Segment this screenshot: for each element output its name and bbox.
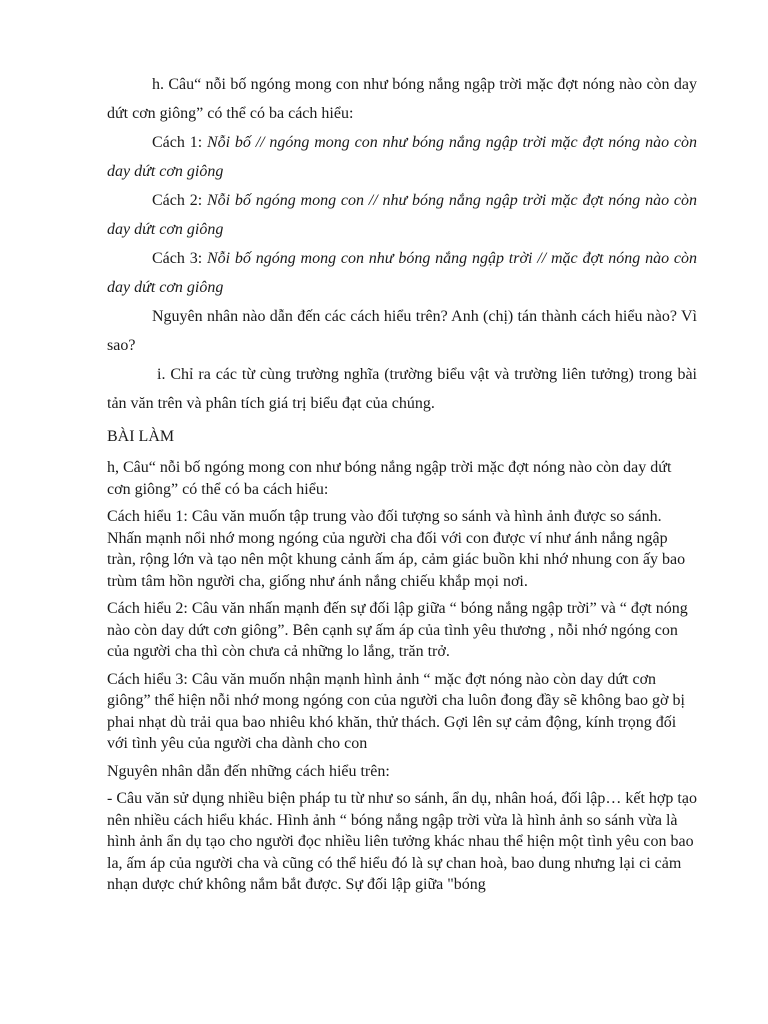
answer-cach-hieu-3: Cách hiểu 3: Câu văn muốn nhận mạnh hình ảnh “ mặc đợt nóng nào còn day dứt cơn giông” thể hiện nỗi nhớ mong ngóng con của người cha luôn đong đầy sẽ không bao gờ bị phai nhạt dù trải qua bao nhiêu khó khăn, thử thách. Gợi lên sự cảm động, kính trọng đối với tình yêu của người cha dành cho con <box>107 670 685 752</box>
question-cach-1 <box>107 128 697 186</box>
question-i <box>107 360 697 418</box>
document-page <box>107 70 697 902</box>
question-cach-2 <box>107 186 697 244</box>
cach-3-text: Nỗi bố ngóng mong con như bóng nắng ngập trời // mặc đợt nóng nào còn day dứt cơn giông <box>107 250 697 296</box>
answer-nguyen-nhan-detail: - Câu văn sử dụng nhiều biện pháp tu từ như so sánh, ẩn dụ, nhân hoá, đối lập… kết hợp tạo nên nhiều cách hiểu khác. Hình ảnh “ bóng nắng ngập trời vừa là hình ảnh so sánh vừa là hình ảnh ẩn dụ tạo cho người đọc nhiều liên tưởng khác nhau thể hiện một tình yêu con bao la, ấm áp của người cha và cũng có thể hiểu đó là sự chan hoà, bao dung nhưng lại ci cảm nhạn dược chứ không nắm bắt được. Sự đối lập giữa "bóng <box>107 790 697 893</box>
answer-heading: BÀI LÀM <box>107 428 175 445</box>
question-h-quote: “ nỗi bố ngóng mong con như bóng nắng ngập trời mặc đợt nóng nào còn day dứt cơn giông” <box>107 76 697 122</box>
cach-2-text: Nỗi bố ngóng mong con // như bóng nắng ngập trời mặc đợt nóng nào còn day dứt cơn giông <box>107 192 697 238</box>
question-cach-3 <box>107 244 697 302</box>
question-h-prefix: h. Câu <box>152 76 195 93</box>
answer-nguyen-nhan-heading: Nguyên nhân dẫn đến những cách hiểu trên: <box>107 762 390 780</box>
cach-1-text: Nỗi bố // ngóng mong con như bóng nắng ngập trời mặc đợt nóng nào còn day dứt cơn giông <box>107 134 697 180</box>
question-i-text: i. Chỉ ra các từ cùng trường nghĩa (trường biểu vật và trường liên tưởng) trong bài tản văn trên và phân tích giá trị biểu đạt của chúng. <box>107 366 697 412</box>
cach-1-label: Cách 1: <box>152 134 207 151</box>
answer-cach-hieu-2: Cách hiểu 2: Câu văn nhấn mạnh đến sự đối lập giữa “ bóng nắng ngập trời” và “ đợt nóng nào còn day dứt cơn giông”. Bên cạnh sự ấm áp của tình yêu thương , nỗi nhớ ngóng con của người cha thì còn chưa cả những lo lắng, trăn trở. <box>107 600 688 660</box>
answer-h: h, Câu“ nỗi bố ngóng mong con như bóng nắng ngập trời mặc đợt nóng nào còn day dứt cơn giông” có thể có ba cách hiểu: <box>107 459 672 498</box>
question-h <box>107 70 697 128</box>
question-h-suffix: có thể có ba cách hiểu: <box>203 105 354 122</box>
cach-3-label: Cách 3: <box>152 250 207 267</box>
question-nguyen-nhan <box>107 302 697 360</box>
nguyen-nhan-question-text: Nguyên nhân nào dẫn đến các cách hiểu trên? Anh (chị) tán thành cách hiểu nào? Vì sao? <box>107 308 697 354</box>
answer-cach-hieu-1: Cách hiểu 1: Câu văn muốn tập trung vào đối tượng so sánh và hình ảnh được so sánh. Nhấn mạnh nổi nhớ mong ngóng của người cha đối với con được ví như ánh nắng ngập tràn, rộng lớn và tạo nên một khung cảnh ấm áp, cảm giác buồn khi nhớ nhung con ấy bao trùm tâm hồn người cha, giống như ánh nắng chiếu khắp mọi nơi. <box>107 508 686 590</box>
cach-2-label: Cách 2: <box>152 192 207 209</box>
